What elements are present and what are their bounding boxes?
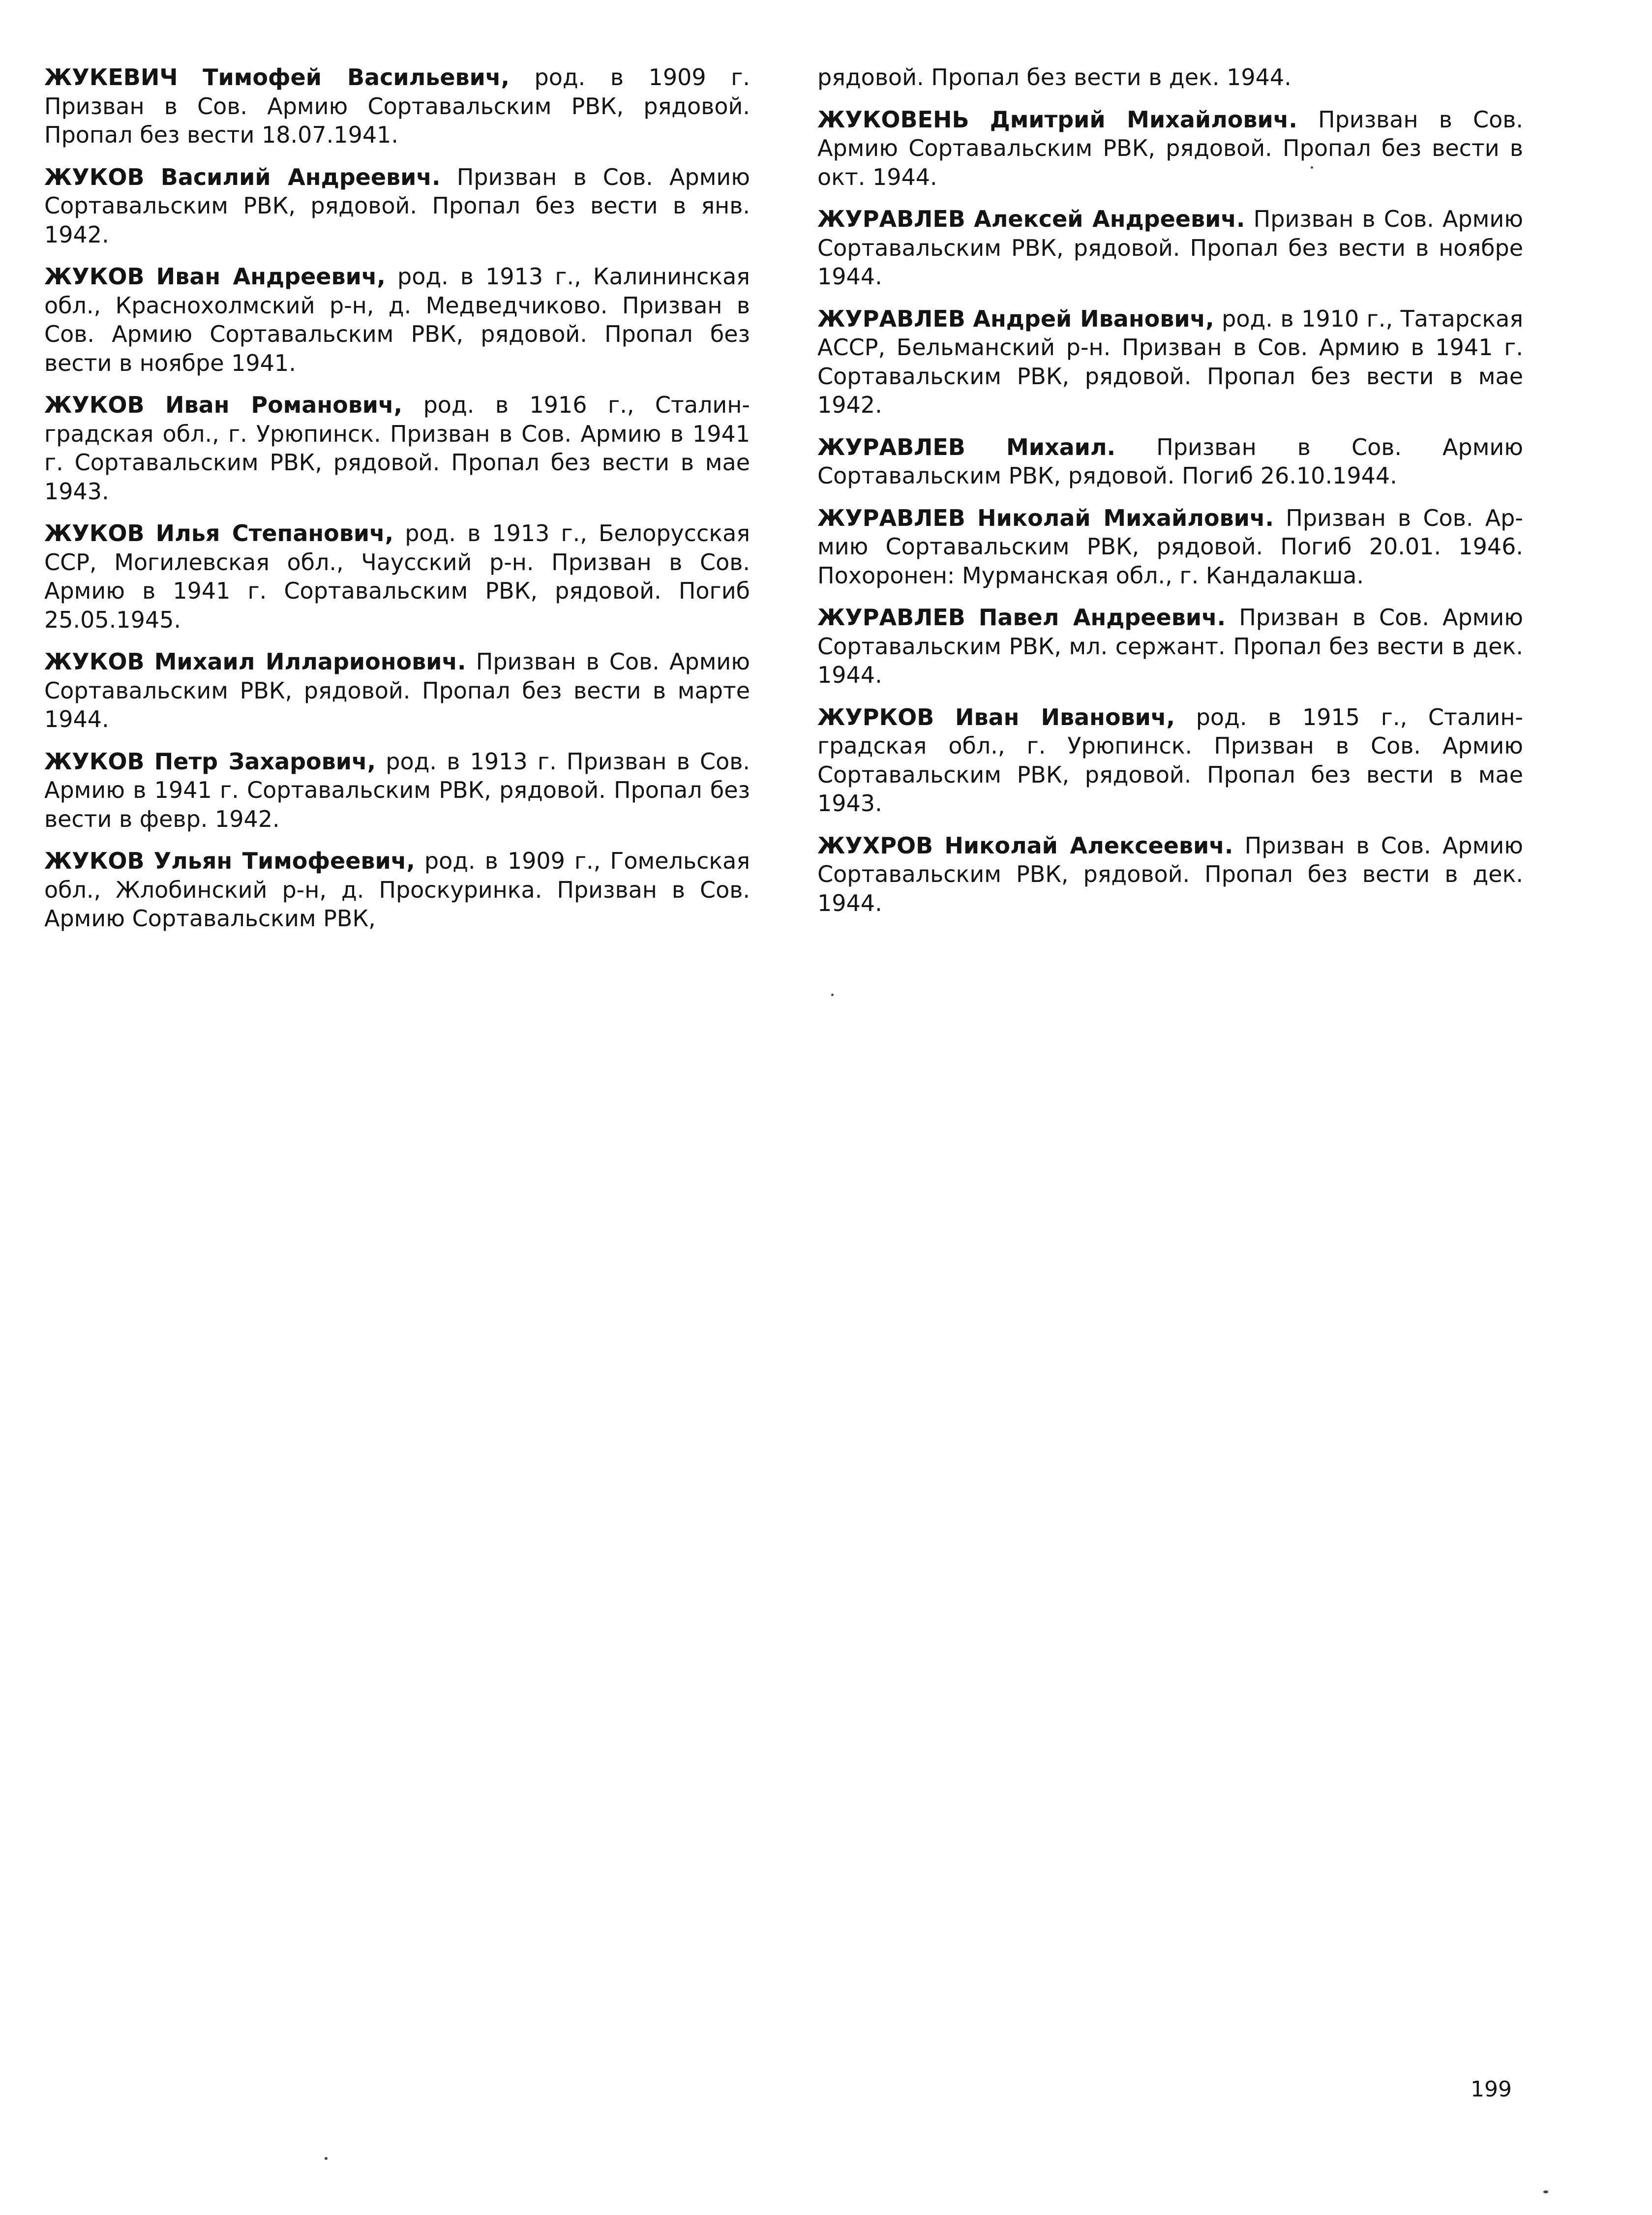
entry-given-names: Илья Степанович, bbox=[155, 520, 394, 546]
entry-surname: ЖУКОВ bbox=[44, 848, 145, 874]
scan-speck bbox=[1543, 2190, 1548, 2193]
entry-surname: ЖУКОВ bbox=[44, 163, 145, 190]
entry-zhuravlev-mikhail bbox=[817, 433, 1523, 490]
entry-surname: ЖУРАВЛЕВ bbox=[817, 504, 965, 531]
entry-given-names: Дмитрий Михайлович. bbox=[990, 106, 1297, 133]
entry-zhukov-ivan-andreevich bbox=[44, 262, 750, 377]
left-column bbox=[44, 63, 750, 946]
entry-surname: ЖУКЕВИЧ bbox=[44, 64, 178, 91]
entry-zhukov-mikhail bbox=[44, 647, 750, 734]
entry-given-names: Михаил Илларионович. bbox=[154, 648, 466, 675]
entry-zhukov-ilya bbox=[44, 519, 750, 634]
entry-surname: ЖУКОВ bbox=[44, 520, 145, 546]
entry-text: Призван в Сов. Армию Сортавальским РВК, рядовой. Пропал без вести в дек. 1944. bbox=[817, 832, 1524, 916]
entry-text: род. в 1913 г., Белорусская ССР, Могилевская обл., Чаусский р-н. Призван в Сов. Армию в 1941 г. Сортавальским РВК, рядовой. Погиб 25.05.1945. bbox=[44, 520, 750, 633]
scan-speck bbox=[325, 2157, 328, 2160]
entry-text: Призван в Сов. Армию Сортавальским РВК, рядовой. Пропал без вести в ноябре 1944. bbox=[817, 206, 1524, 290]
entry-zhuravlev-andrey bbox=[817, 304, 1523, 420]
entry-text: Призван в Сов. Армию Сортавальским РВК, рядовой. Пропал без вести в марте 1944. bbox=[44, 648, 751, 732]
entry-surname: ЖУКОВ bbox=[44, 263, 145, 290]
entry-given-names: Михаил. bbox=[1006, 433, 1116, 460]
entry-zhukov-ivan-romanovich bbox=[44, 391, 750, 506]
entry-text: Призван в Сов. Армию Сортавальским РВК, рядовой. Погиб 20.01. 1946. Похоронен: Мурманская обл., г. Кандалакша. bbox=[817, 504, 1523, 589]
entry-surname: ЖУКОВ bbox=[44, 748, 145, 775]
entry-given-names: Иван Иванович, bbox=[955, 703, 1175, 730]
entry-given-names: Николай Михайлович. bbox=[977, 504, 1274, 531]
entry-text: Призван в Сов. Армию Сортавальским РВК, рядовой. Пропал без вести в янв. 1942. bbox=[44, 163, 751, 248]
right-column bbox=[817, 63, 1523, 931]
entry-surname: ЖУРАВЛЕВ bbox=[817, 206, 965, 232]
entry-surname: ЖУКОВЕНЬ bbox=[817, 106, 969, 133]
entry-given-names: Андрей Иванович, bbox=[973, 305, 1214, 332]
entry-text: Призван в Сов. Армию Сортавальским РВК, рядовой. Погиб 26.10.1944. bbox=[817, 433, 1524, 489]
entry-surname: ЖУХРОВ bbox=[817, 832, 933, 859]
entry-text: Призван в Сов. Армию Сортавальским РВК, мл. сержант. Пропал без вести в дек. 1944. bbox=[817, 604, 1524, 688]
entry-text: род. в 1913 г., Калининская обл., Краснохолмский р-н, д. Медведчиково. Призван в Сов. Армию Сортавальским РВК, рядовой. Пропал без вести в ноябре 1941. bbox=[44, 263, 750, 376]
entry-given-names: Николай Алексеевич. bbox=[944, 832, 1233, 859]
entry-text: род. в 1916 г., Сталинградская обл., г. Урюпинск. Призван в Сов. Армию в 1941 г. Сортавальским РВК, рядовой. Пропал без вести в мае 1943. bbox=[44, 392, 751, 505]
entry-text: род. в 1909 г., Гомельская обл., Жлобинский р-н, д. Проскуринка. Призван в Сов. Армию Сортавальским РВК, bbox=[44, 848, 751, 932]
scan-speck bbox=[1311, 166, 1313, 169]
entry-given-names: Тимофей Васильевич, bbox=[203, 64, 510, 91]
entry-zhuravlev-nikolay bbox=[817, 504, 1523, 590]
entry-zhurkov-ivan bbox=[817, 703, 1523, 818]
entry-text: род. в 1909 г. Призван в Сов. Армию Сортавальским РВК, рядовой. Пропал без вести 18.07.1941. bbox=[44, 64, 750, 148]
entry-text: род. в 1910 г., Татарская АССР, Бельманский р-н. Призван в Сов. Армию в 1941 г. Сортавальским РВК, рядовой. Пропал без вести в мае 1942. bbox=[817, 305, 1523, 418]
entry-surname: ЖУРКОВ bbox=[817, 703, 934, 730]
entry-zhukov-petr bbox=[44, 747, 750, 834]
scan-speck bbox=[831, 994, 834, 996]
entry-zhuravlev-aleksey bbox=[817, 205, 1523, 291]
entry-zhukov-ulyan bbox=[44, 847, 750, 933]
entry-text: Призван в Сов. Армию Сортавальским РВК, рядовой. Пропал без вести в окт. 1944. bbox=[817, 106, 1524, 190]
entry-given-names: Павел Андреевич. bbox=[978, 604, 1226, 631]
entry-given-names: Иван Андреевич, bbox=[156, 263, 386, 290]
entry-given-names: Василий Андреевич. bbox=[160, 163, 441, 190]
entry-given-names: Иван Романович, bbox=[165, 392, 403, 418]
entry-given-names: Петр Захарович, bbox=[154, 748, 376, 775]
entry-zhukoven-dmitriy bbox=[817, 105, 1523, 192]
entry-given-names: Ульян Тимофеевич, bbox=[153, 848, 415, 874]
entry-text: род. в 1913 г. Призван в Сов. Армию в 1941 г. Сортавальским РВК, рядовой. Пропал без вести в февр. 1942. bbox=[44, 748, 750, 832]
entry-surname: ЖУРАВЛЕВ bbox=[817, 604, 965, 631]
entry-text: род. в 1915 г., Сталинградская обл., г. Урюпинск. Призван в Сов. Армию Сортавальским РВК, рядовой. Пропал без вести в мае 1943. bbox=[817, 703, 1524, 817]
entry-surname: ЖУКОВ bbox=[44, 392, 145, 418]
page-number: 199 bbox=[1471, 2077, 1512, 2102]
entry-zhukevich-timofey bbox=[44, 63, 750, 150]
entry-surname: ЖУКОВ bbox=[44, 648, 145, 675]
entry-zhuravlev-pavel bbox=[817, 603, 1523, 690]
entry-zhukhrov-nikolay bbox=[817, 831, 1523, 918]
entry-surname: ЖУРАВЛЕВ bbox=[817, 305, 965, 332]
entry-continuation: рядовой. Пропал без вести в дек. 1944. bbox=[817, 64, 1292, 91]
entry-given-names: Алексей Андреевич. bbox=[974, 206, 1245, 232]
entry-zhukov-vasiliy bbox=[44, 163, 750, 249]
entry-surname: ЖУРАВЛЕВ bbox=[817, 433, 965, 460]
